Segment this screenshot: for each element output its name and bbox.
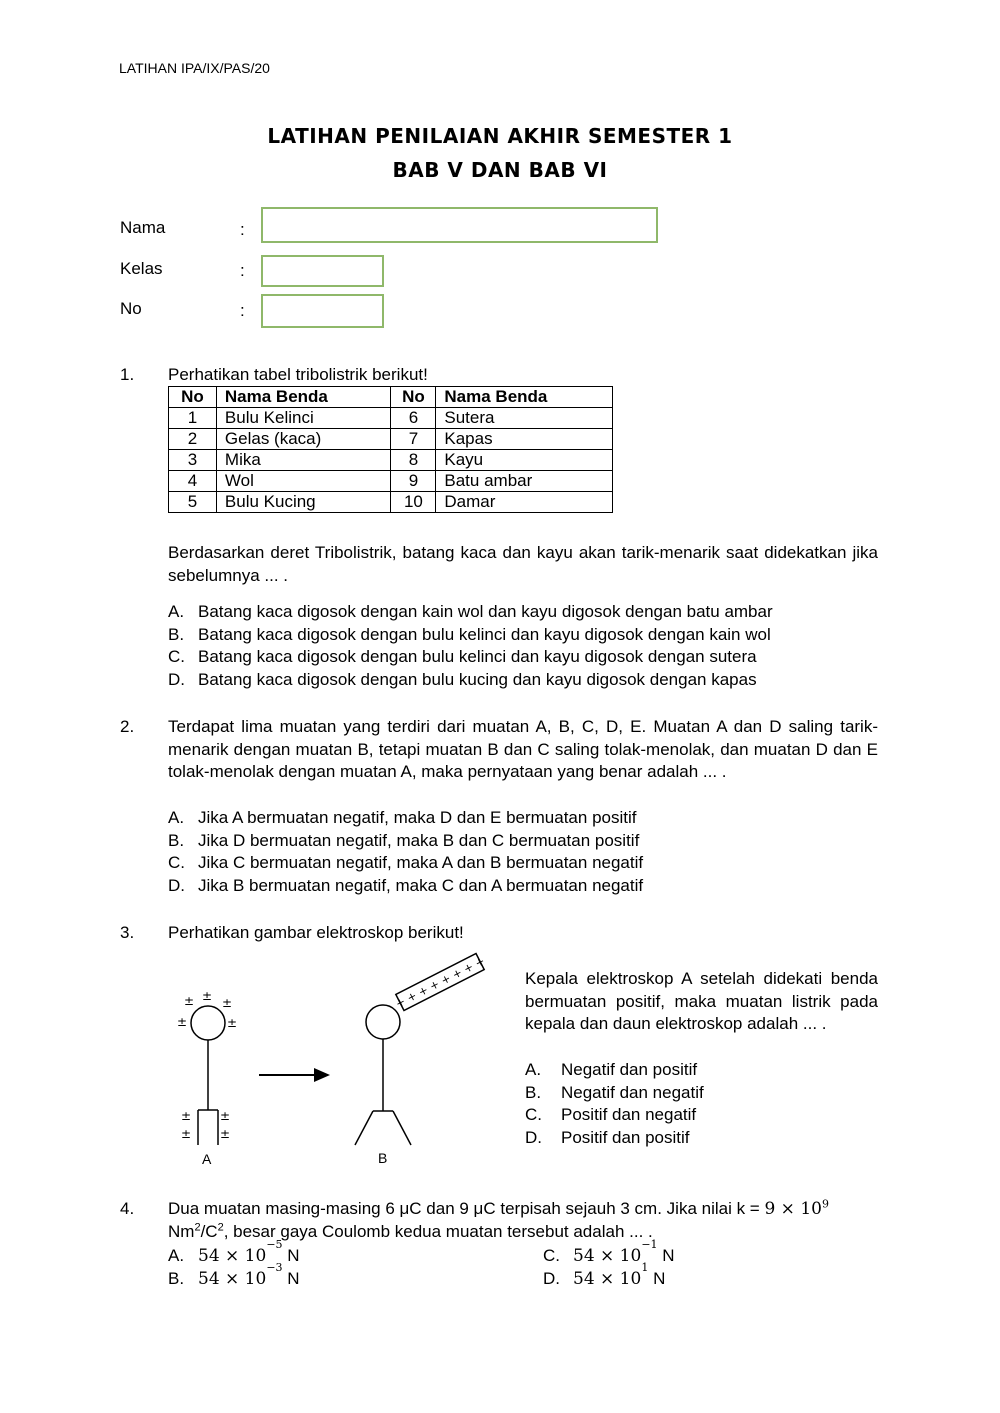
table-header: No (391, 387, 436, 408)
option-base: 54 × 10 (573, 1269, 642, 1289)
q1-option-c[interactable] (168, 646, 878, 669)
q1-options (168, 601, 878, 691)
q4-option-b[interactable] (168, 1261, 300, 1291)
charge-sign: ± (227, 1016, 238, 1030)
table-cell: 1 (169, 408, 217, 429)
option-text: Negatif dan negatif (561, 1082, 704, 1102)
option-letter: D. (168, 669, 185, 689)
table-row (169, 450, 613, 471)
name-label: Nama (120, 218, 166, 237)
table-cell: 8 (391, 450, 436, 471)
k-exponent: 9 (821, 1197, 829, 1211)
number-colon: : (240, 301, 245, 320)
q3-option-a[interactable] (525, 1059, 878, 1082)
option-text: Negatif dan positif (561, 1060, 698, 1079)
q1-number: 1. (120, 365, 135, 384)
table-header: No (169, 387, 217, 408)
q2-option-d[interactable] (168, 875, 878, 898)
table-cell: 2 (169, 429, 217, 450)
triboelectric-table (168, 386, 613, 513)
unit-c: /C (200, 1221, 218, 1241)
q3-intro: Perhatikan gambar elektroskop berikut! (168, 923, 464, 942)
q4-option-d[interactable] (543, 1261, 666, 1291)
q3-option-d[interactable] (525, 1127, 878, 1150)
option-text: Positif dan negatif (561, 1105, 697, 1125)
table-header-row (169, 387, 613, 408)
figure-label-a: A (202, 1151, 212, 1167)
table-cell: 10 (391, 492, 436, 513)
option-letter: A. (168, 808, 185, 827)
option-text: Positif dan positif (561, 1127, 690, 1147)
option-text: Jika A bermuatan negatif, maka D dan E bermuatan positif (198, 808, 637, 827)
page-subtitle: BAB V DAN BAB VI (392, 158, 608, 182)
option-letter: A. (168, 602, 185, 621)
q2-option-a[interactable] (168, 807, 878, 830)
option-base: 54 × 10 (198, 1269, 267, 1289)
unit-c-exponent: 2 (217, 1220, 224, 1233)
option-letter: B. (525, 1082, 542, 1102)
q3-option-c[interactable] (525, 1104, 878, 1127)
electroscope-figure (160, 945, 500, 1175)
table-cell: Mika (216, 450, 391, 471)
option-text: Batang kaca digosok dengan bulu kucing dan kayu digosok dengan kapas (198, 669, 757, 689)
table-cell: 7 (391, 429, 436, 450)
number-input[interactable] (261, 294, 384, 328)
charge-sign: ± (184, 994, 195, 1008)
unit-nm: Nm (168, 1221, 195, 1241)
option-letter: B. (168, 624, 185, 644)
electroscope-b (355, 1005, 411, 1166)
table-header: Nama Benda (436, 387, 613, 408)
table-row (169, 429, 613, 450)
q2-option-c[interactable] (168, 852, 878, 875)
class-input[interactable] (261, 255, 384, 287)
positive-rod (392, 952, 488, 1013)
option-letter: C. (525, 1105, 542, 1125)
option-base: 54 × 10 (573, 1246, 642, 1266)
table-header: Nama Benda (216, 387, 391, 408)
option-text: Batang kaca digosok dengan kain wol dan kayu digosok dengan batu ambar (198, 602, 773, 621)
unit-nm-exponent: 2 (194, 1220, 201, 1233)
class-label: Kelas (120, 259, 163, 278)
table-cell: Bulu Kelinci (216, 408, 391, 429)
option-letter: C. (168, 647, 185, 667)
table-cell: Wol (216, 471, 391, 492)
q3-stem: Kepala elektroskop A setelah didekati benda bermuatan positif, maka muatan listrik pada kepala dan daun elektroskop adalah ... . (525, 969, 878, 1034)
q4-stem-part-a: Dua muatan masing-masing 6 μC dan 9 μC terpisah sejauh 3 cm. Jika nilai k = (168, 1199, 765, 1218)
document-code: LATIHAN IPA/IX/PAS/20 (119, 60, 270, 76)
option-text: Jika D bermuatan negatif, maka B dan C bermuatan positif (198, 830, 640, 850)
q2-number: 2. (120, 717, 135, 736)
figure-label-b: B (378, 1150, 388, 1166)
table-cell: 6 (391, 408, 436, 429)
table-cell: Kayu (436, 450, 613, 471)
q4-option-c[interactable] (543, 1238, 675, 1268)
option-letter: D. (525, 1127, 542, 1147)
table-row (169, 492, 613, 513)
charge-sign: ± (202, 989, 213, 1003)
option-base: 54 × 10 (198, 1246, 267, 1266)
option-letter: B. (168, 830, 185, 850)
q1-stem: Berdasarkan deret Tribolistrik, batang kaca dan kayu akan tarik-menarik saat didekatkan jika sebelumnya ... . (168, 543, 878, 585)
charge-sign: ± (220, 1127, 231, 1141)
q1-option-b[interactable] (168, 624, 878, 647)
table-cell: Sutera (436, 408, 613, 429)
rod-charges: + + + + + + + + (393, 954, 487, 1011)
q2-options (168, 807, 878, 897)
charge-sign: ± (220, 1109, 231, 1123)
charge-sign: ± (222, 996, 233, 1010)
q3-number: 3. (120, 923, 135, 942)
option-unit: N (287, 1246, 300, 1265)
table-cell: 9 (391, 471, 436, 492)
number-label: No (120, 299, 142, 318)
k-constant: 9 × 10 (764, 1199, 822, 1219)
electroscope-a (177, 989, 237, 1167)
table-row (169, 408, 613, 429)
option-letter: C. (543, 1246, 560, 1265)
option-text: Batang kaca digosok dengan bulu kelinci dan kayu digosok dengan sutera (198, 647, 757, 667)
q4-number: 4. (120, 1199, 135, 1218)
q4-stem (168, 1198, 878, 1243)
option-unit: N (287, 1269, 300, 1288)
option-letter: D. (168, 875, 185, 895)
charge-sign: ± (177, 1015, 188, 1029)
q3-options (525, 1059, 878, 1149)
option-exponent: −1 (641, 1238, 658, 1251)
page-title: LATIHAN PENILAIAN AKHIR SEMESTER 1 (267, 124, 733, 148)
name-input[interactable] (261, 207, 658, 243)
option-exponent: −5 (266, 1238, 283, 1251)
name-colon: : (240, 220, 245, 239)
class-colon: : (240, 261, 245, 280)
option-letter: C. (168, 853, 185, 873)
q2-option-b[interactable] (168, 830, 878, 853)
table-cell: Bulu Kucing (216, 492, 391, 513)
q2-stem: Terdapat lima muatan yang terdiri dari muatan A, B, C, D, E. Muatan A dan D saling tarik-menarik dengan muatan B, tetapi muatan B dan C saling tolak-menolak, dan muatan D dan E tolak-menolak dengan muatan A, maka pernyataan yang benar adalah ... . (168, 717, 878, 782)
charge-sign: ± (181, 1127, 192, 1141)
table-row (169, 471, 613, 492)
table-cell: Gelas (kaca) (216, 429, 391, 450)
option-exponent: 1 (641, 1261, 649, 1274)
table-cell: 5 (169, 492, 217, 513)
q1-intro: Perhatikan tabel tribolistrik berikut! (168, 365, 428, 384)
table-cell: Batu ambar (436, 471, 613, 492)
option-text: Batang kaca digosok dengan bulu kelinci dan kayu digosok dengan kain wol (198, 624, 771, 644)
q3-option-b[interactable] (525, 1082, 878, 1105)
arrow-right-icon (259, 1068, 330, 1082)
q4-stem-part-b: , besar gaya Coulomb kedua muatan tersebut adalah ... . (223, 1221, 653, 1241)
option-text: Jika C bermuatan negatif, maka A dan B bermuatan negatif (198, 853, 644, 873)
option-text: Jika B bermuatan negatif, maka C dan A bermuatan negatif (198, 875, 644, 895)
option-unit: N (662, 1246, 675, 1265)
option-letter: B. (168, 1269, 185, 1288)
option-letter: D. (543, 1269, 560, 1288)
q1-option-a[interactable] (168, 601, 878, 624)
q1-option-d[interactable] (168, 669, 878, 692)
charge-sign: ± (181, 1109, 192, 1123)
option-exponent: −3 (266, 1261, 283, 1274)
table-cell: Kapas (436, 429, 613, 450)
table-cell: 3 (169, 450, 217, 471)
option-letter: A. (168, 1246, 185, 1265)
option-letter: A. (525, 1060, 542, 1079)
table-cell: 4 (169, 471, 217, 492)
table-cell: Damar (436, 492, 613, 513)
option-unit: N (653, 1269, 666, 1288)
